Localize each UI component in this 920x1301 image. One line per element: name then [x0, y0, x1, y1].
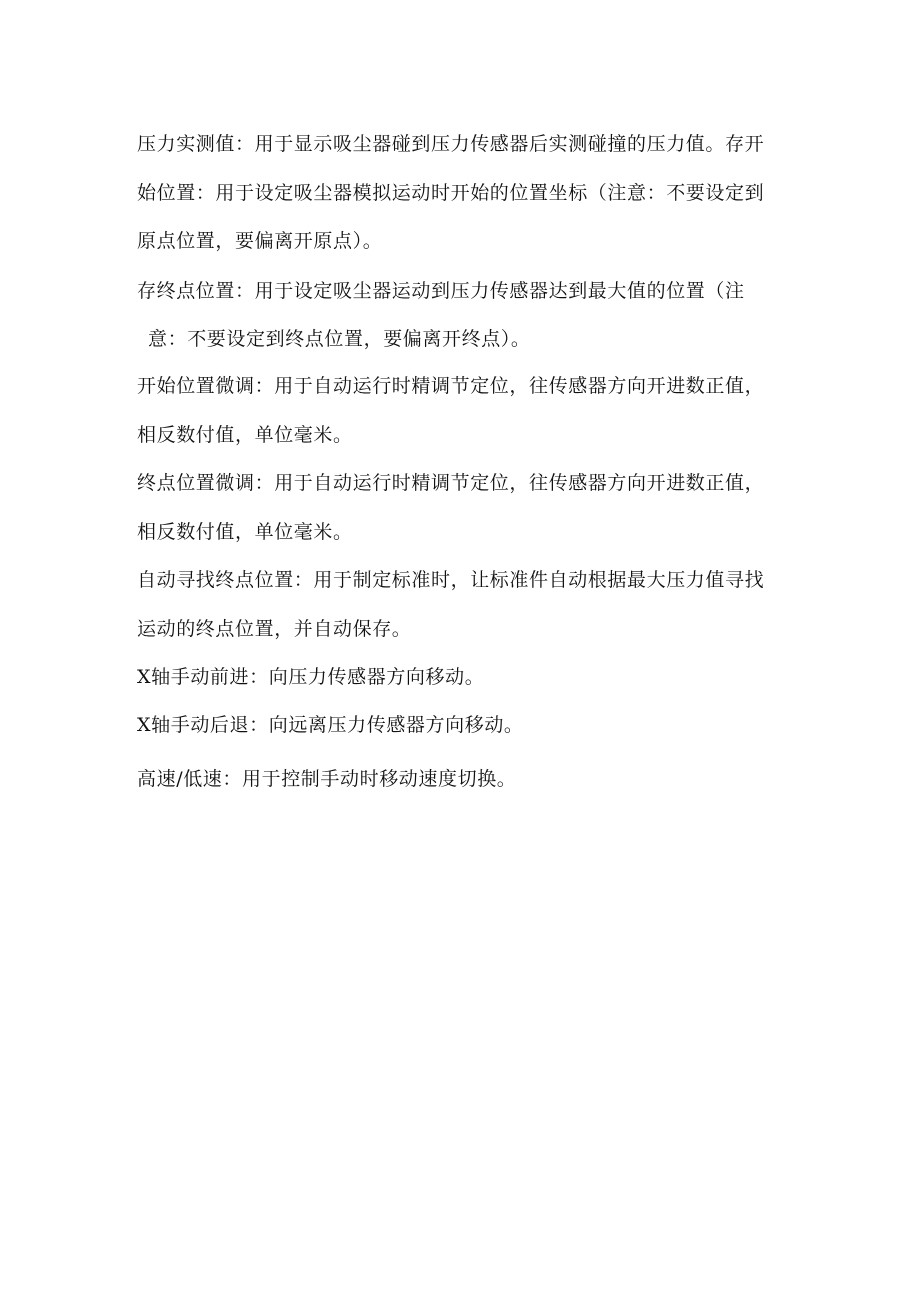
- text-line: 开始位置微调：用于自动运行时精调节定位，往传感器方向开进数正值，: [137, 375, 765, 397]
- text-line: 始位置：用于设定吸尘器模拟运动时开始的位置坐标（注意：不要设定到: [137, 182, 765, 204]
- text-line: 原点位置，要偏离开原点）。: [137, 230, 383, 252]
- text-line: 相反数付值，单位毫米。: [137, 424, 353, 446]
- text-line: 意：不要设定到终点位置，要偏离开终点）。: [148, 328, 531, 350]
- text-line: X轴手动前进：向压力传感器方向移动。: [137, 666, 485, 688]
- text-line: 压力实测值：用于显示吸尘器碰到压力传感器后实测碰撞的压力值。存开: [137, 133, 765, 155]
- text-line: 终点位置微调：用于自动运行时精调节定位，往传感器方向开进数正值，: [137, 472, 765, 494]
- text-line: 存终点位置：用于设定吸尘器运动到压力传感器达到最大值的位置（注: [137, 280, 745, 302]
- text-line: X轴手动后退：向远离压力传感器方向移动。: [137, 714, 524, 736]
- text-line: 高速/低速：用于控制手动时移动速度切换。: [137, 768, 517, 790]
- text-line: 相反数付值，单位毫米。: [137, 521, 353, 543]
- text-line: 自动寻找终点位置：用于制定标准时，让标准件自动根据最大压力值寻找: [137, 569, 765, 591]
- text-line: 运动的终点位置，并自动保存。: [137, 618, 412, 640]
